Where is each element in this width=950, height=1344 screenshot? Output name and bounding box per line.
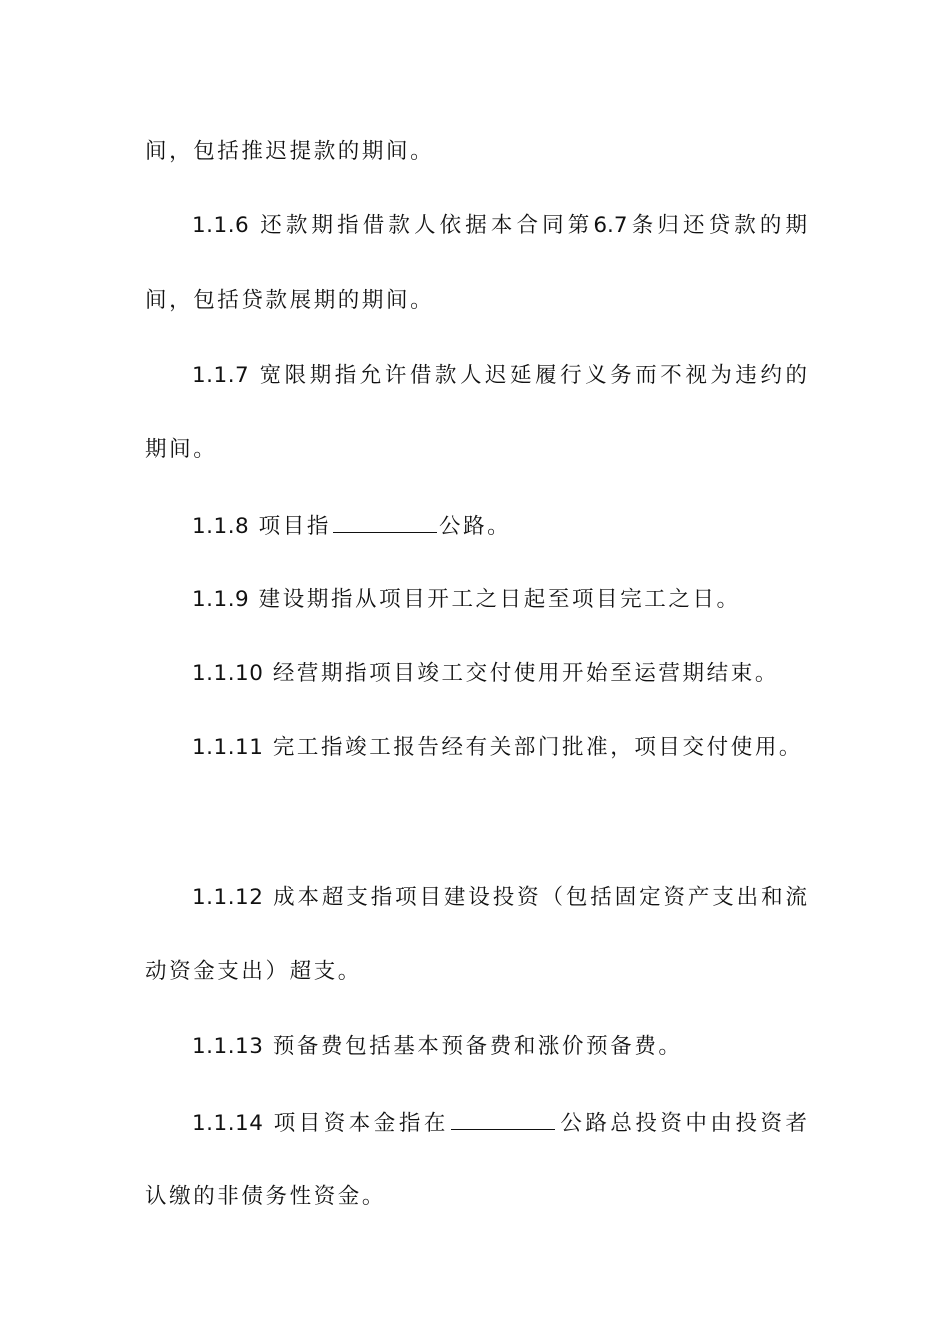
clause-1-1-9 xyxy=(192,583,807,617)
clause-1-1-11 xyxy=(192,731,807,765)
clause-text: 经营期指项目竣工交付使用开始至运营期结束。 xyxy=(272,661,779,686)
blank-field xyxy=(451,1105,555,1130)
clause-text: 项目资本金指在 xyxy=(273,1111,449,1136)
clause-text: 成本超支指项目建设投资（包括固定资产支出和流 xyxy=(273,885,807,910)
paragraph-line xyxy=(145,284,807,318)
clause-1-1-13 xyxy=(192,1030,807,1064)
clause-number: 1.1.9 xyxy=(192,587,250,612)
clause-number: 1.1.11 xyxy=(192,735,264,760)
blank-field xyxy=(333,508,437,533)
clause-text: 项目指 xyxy=(258,514,331,539)
line-text: 动资金支出）超支。 xyxy=(145,959,362,984)
clause-text: 宽限期指允许借款人迟延履行义务而不视为违约的 xyxy=(259,363,807,388)
clause-number: 1.1.14 xyxy=(192,1111,264,1136)
clause-1-1-10 xyxy=(192,657,807,691)
clause-text: 预备费包括基本预备费和涨价预备费。 xyxy=(272,1034,683,1059)
line-text: 间，包括贷款展期的期间。 xyxy=(145,288,435,313)
clause-text: 还款期指借款人依据本合同第6.7条归还贷款的期 xyxy=(260,213,807,238)
line-text: 期间。 xyxy=(145,437,218,462)
clause-1-1-12 xyxy=(192,881,807,915)
clause-number: 1.1.12 xyxy=(192,885,264,910)
clause-number: 1.1.7 xyxy=(192,363,250,388)
clause-text: 公路。 xyxy=(438,514,512,539)
paragraph-line xyxy=(145,955,807,989)
paragraph-line xyxy=(145,1180,807,1214)
clause-text: 建设期指从项目开工之日起至项目完工之日。 xyxy=(258,587,741,612)
line-text: 间，包括推迟提款的期间。 xyxy=(145,139,435,164)
clause-number: 1.1.8 xyxy=(192,514,250,539)
paragraph-line xyxy=(145,433,807,467)
clause-text: 完工指竣工报告经有关部门批准，项目交付使用。 xyxy=(272,735,804,760)
clause-number: 1.1.10 xyxy=(192,661,264,686)
clause-number: 1.1.13 xyxy=(192,1034,264,1059)
paragraph-line xyxy=(145,135,807,169)
clause-1-1-14 xyxy=(192,1105,807,1139)
clause-1-1-6 xyxy=(192,209,807,243)
line-text: 认缴的非债务性资金。 xyxy=(145,1184,387,1209)
clause-1-1-7 xyxy=(192,359,807,393)
clause-number: 1.1.6 xyxy=(192,213,250,238)
clause-1-1-8 xyxy=(192,508,807,542)
clause-text: 公路总投资中由投资者 xyxy=(556,1111,807,1136)
